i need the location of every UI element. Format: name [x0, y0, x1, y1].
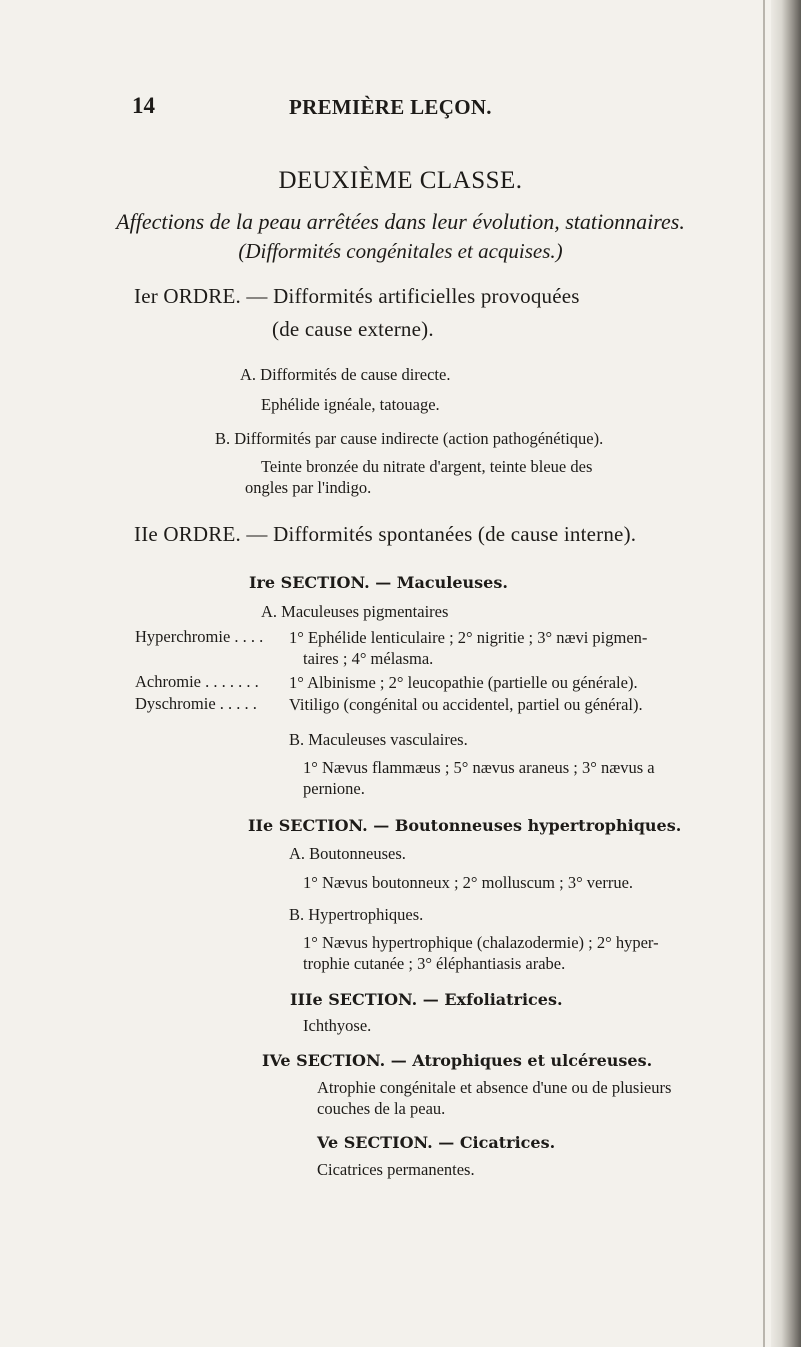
section1-b-text-2: pernione. [303, 779, 365, 798]
page-number: 14 [132, 93, 155, 118]
section3-text: Ichthyose. [303, 1016, 372, 1035]
ordre1-a-text: Ephélide ignéale, tatouage. [261, 395, 440, 414]
section5-heading: Ve SECTION. — Cicatrices. [317, 1133, 556, 1152]
section2-b-text-2: trophie cutanée ; 3° éléphantiasis arabe. [303, 954, 566, 973]
section4-text-1: Atrophie congénitale et absence d'une ou de plusieurs [317, 1078, 672, 1097]
ordre2-heading: IIe ORDRE. — Difformités spontanées (de cause interne). [134, 522, 637, 546]
row-hyperchromie-label: Hyperchromie . . . . [135, 627, 264, 646]
ordre1-b-title: B. Difformités par cause indirecte (action pathogénétique). [215, 429, 604, 448]
row-hyperchromie-text: 1° Ephélide lenticulaire ; 2° nigritie ; 3° nævi pigmen- [289, 628, 648, 647]
ordre1-b-text-2: ongles par l'indigo. [245, 478, 372, 497]
section1-b-text-1: 1° Nævus flammæus ; 5° nævus araneus ; 3° nævus a [303, 758, 655, 777]
class-title: DEUXIÈME CLASSE. [278, 167, 523, 194]
section2-b-text-1: 1° Nævus hypertrophique (chalazodermie) ; 2° hyper- [303, 933, 659, 952]
class-subtitle: Affections de la peau arrêtées dans leur évolution, stationnaires. [116, 209, 685, 234]
row-dyschromie-text: Vitiligo (congénital ou accidentel, partiel ou général). [289, 695, 643, 714]
class-subtitle-parenthetical: (Difformités congénitales et acquises.) [238, 239, 563, 263]
section2-a-text: 1° Nævus boutonneux ; 2° molluscum ; 3° verrue. [303, 873, 634, 892]
section1-a-title: A. Maculeuses pigmentaires [261, 602, 449, 621]
section4-heading: IVe SECTION. — Atrophiques et ulcéreuses. [262, 1051, 653, 1070]
row-achromie-label: Achromie . . . . . . . [135, 672, 259, 691]
page-edge-line [763, 0, 765, 1347]
running-head: PREMIÈRE LEÇON. [289, 95, 492, 119]
section2-a-title: A. Boutonneuses. [289, 844, 406, 863]
ordre1-b-text-1: Teinte bronzée du nitrate d'argent, teinte bleue des [261, 457, 593, 476]
row-dyschromie-label: Dyschromie . . . . . [135, 694, 257, 713]
section2-heading: IIe SECTION. — Boutonneuses hypertrophiques. [248, 816, 682, 835]
section4-text-2: couches de la peau. [317, 1099, 446, 1118]
section3-heading: IIIe SECTION. — Exfoliatrices. [290, 990, 563, 1009]
section5-text: Cicatrices permanentes. [317, 1160, 475, 1179]
row-hyperchromie-cont: taires ; 4° mélasma. [303, 649, 434, 668]
ordre1-heading-cont: (de cause externe). [272, 317, 434, 341]
page-spine-shadow [771, 0, 801, 1347]
section2-b-title: B. Hypertrophiques. [289, 905, 424, 924]
row-achromie-text: 1° Albinisme ; 2° leucopathie (partielle ou générale). [289, 673, 638, 692]
section1-heading: Ire SECTION. — Maculeuses. [249, 573, 508, 592]
ordre1-heading: Ier ORDRE. — Difformités artificielles provoquées [134, 284, 580, 308]
ordre1-a-title: A. Difformités de cause directe. [240, 365, 451, 384]
section1-b-title: B. Maculeuses vasculaires. [289, 730, 468, 749]
